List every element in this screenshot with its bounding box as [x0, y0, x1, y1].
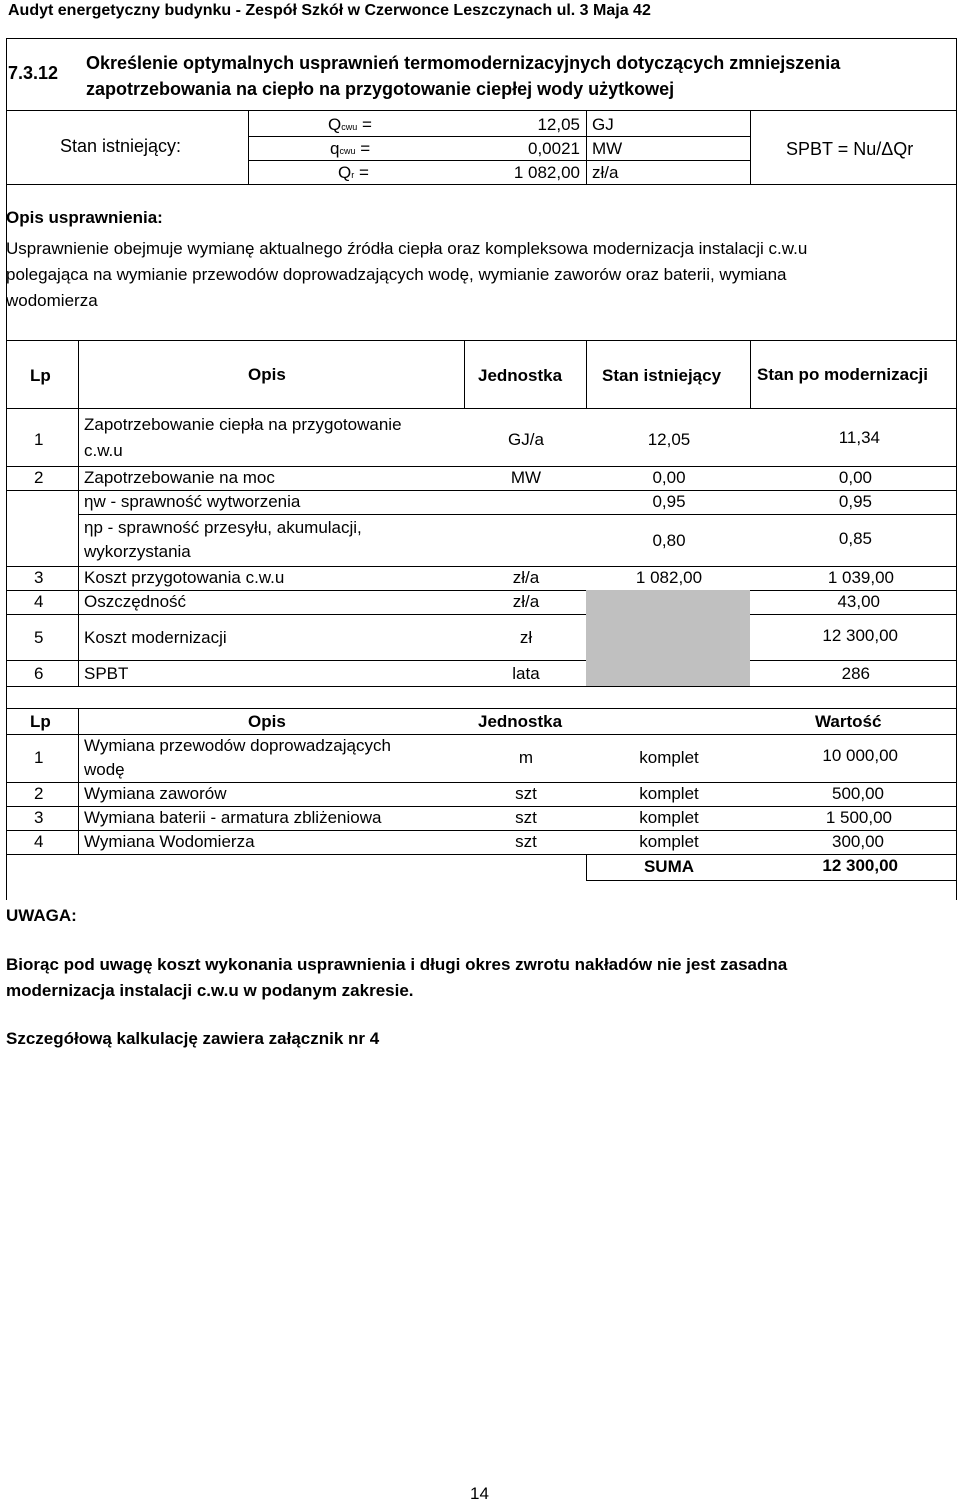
qcwu-power-symbol: qcwu = — [330, 139, 371, 158]
t2-row1-unit: m — [518, 748, 534, 767]
t1-row1-before: 12,05 — [647, 430, 691, 449]
description-line2: polegająca na wymianie przewodów doprowadzających wodę, wymianie zaworów oraz baterii, wymiana — [6, 265, 787, 284]
t1-row3-lp: 3 — [34, 568, 44, 587]
frame-top — [6, 38, 957, 39]
t1-row5-after: 12 300,00 — [822, 626, 898, 645]
t1-header-before: Stan istniejący — [602, 366, 722, 385]
qr-unit: zł/a — [592, 163, 619, 182]
t1-row1-opis-line1: Zapotrzebowanie ciepła na przygotowanie — [84, 415, 402, 434]
t2-row1-value: 10 000,00 — [822, 746, 898, 765]
t2-row4-qty: komplet — [639, 832, 699, 851]
t2-row2-unit: szt — [515, 784, 537, 803]
t1-header-lp: Lp — [30, 366, 51, 385]
t2-row4-lp: 4 — [34, 832, 44, 851]
t1-row6-before-shaded — [586, 660, 750, 686]
t2-row2-qty: komplet — [639, 784, 699, 803]
t2-row3-value: 1 500,00 — [825, 808, 892, 827]
t2-row3-unit: szt — [515, 808, 537, 827]
qcwu-symbol: Qcwu = — [328, 115, 372, 134]
t1-row4-opis: Oszczędność — [84, 592, 187, 611]
t2-row1-qty: komplet — [639, 748, 699, 767]
t2-row1-opis-line1: Wymiana przewodów doprowadzających — [84, 736, 391, 755]
t2-row1-lp: 1 — [34, 748, 44, 767]
t1-row6-after: 286 — [841, 664, 870, 683]
qr-value: 1 082,00 — [513, 163, 580, 182]
qcwu-power-value: 0,0021 — [528, 139, 580, 158]
t2-row4-unit: szt — [515, 832, 537, 851]
document-header: Audyt energetyczny budynku - Zespół Szkół w Czerwonce Leszczynach ul. 3 Maja 42 — [8, 2, 651, 19]
t2-row4-value: 300,00 — [832, 832, 884, 851]
section-title-divider — [6, 110, 957, 111]
sum-value: 12 300,00 — [822, 856, 898, 875]
t1-row6-unit: lata — [512, 664, 540, 683]
t1-row6-lp: 6 — [34, 664, 44, 683]
qr-symbol: Qr = — [338, 163, 369, 182]
t1-row5-lp: 5 — [34, 628, 44, 647]
note-line2: modernizacja instalacji c.w.u w podanym zakresie. — [6, 981, 414, 1000]
t1-row2-lp: 2 — [34, 468, 44, 487]
t2-row2-lp: 2 — [34, 784, 44, 803]
t2-header-opis: Opis — [248, 712, 286, 731]
t1-row3-opis: Koszt przygotowania c.w.u — [84, 568, 285, 587]
t2-row3-opis: Wymiana baterii - armatura zbliżeniowa — [84, 808, 382, 827]
qcwu-unit: GJ — [592, 115, 614, 134]
t1-row-etap-before: 0,80 — [652, 531, 686, 550]
section-title-line1: Określenie optymalnych usprawnień termomodernizacyjnych dotyczących zmniejszenia — [86, 53, 841, 73]
t1-row1-unit: GJ/a — [508, 430, 544, 449]
t1-row2-after: 0,00 — [838, 468, 872, 487]
t2-row2-opis: Wymiana zaworów — [84, 784, 227, 803]
t1-row6-opis: SPBT — [84, 664, 129, 683]
sum-label: SUMA — [643, 857, 695, 876]
t1-row-etaw-opis: ηw - sprawność wytworzenia — [84, 492, 301, 511]
t1-row1-lp: 1 — [34, 430, 44, 449]
t1-row4-unit: zł/a — [512, 592, 540, 611]
t1-row3-unit: zł/a — [512, 568, 540, 587]
t1-header-jednostka: Jednostka — [478, 366, 563, 385]
t2-row1-opis-line2: wodę — [84, 760, 125, 779]
t1-row2-before: 0,00 — [652, 468, 686, 487]
note-line1: Biorąc pod uwagę koszt wykonania usprawnienia i długi okres zwrotu nakładów nie jest zasadna — [6, 955, 788, 974]
frame-right — [956, 38, 957, 900]
section-title — [86, 50, 840, 102]
t1-row2-unit: MW — [510, 468, 542, 487]
description-heading: Opis usprawnienia: — [6, 208, 163, 227]
t1-row1-after: 11,34 — [838, 428, 880, 447]
t1-row4-after: 43,00 — [837, 592, 880, 611]
t1-row-etaw-before: 0,95 — [652, 492, 686, 511]
t1-row3-before: 1 082,00 — [635, 568, 703, 587]
t1-row3-after: 1 039,00 — [827, 568, 894, 587]
t2-row3-lp: 3 — [34, 808, 44, 827]
existing-label: Stan istniejący: — [60, 136, 182, 156]
note-heading: UWAGA: — [6, 906, 77, 925]
t2-row2-value: 500,00 — [832, 784, 884, 803]
t2-header-jednostka: Jednostka — [478, 712, 563, 731]
t1-row1-opis-line2: c.w.u — [84, 441, 123, 460]
t1-header-opis: Opis — [248, 365, 286, 384]
t1-row4-lp: 4 — [34, 592, 44, 611]
t2-header-value: Wartość — [815, 712, 882, 731]
spbt-formula: SPBT = Nu/ΔQr — [786, 139, 914, 159]
t1-row5-opis: Koszt modernizacji — [84, 628, 227, 647]
frame-left — [6, 38, 7, 900]
t1-row-etap-after: 0,85 — [838, 529, 872, 548]
t1-row5-unit: zł — [519, 628, 533, 647]
t1-header-after: Stan po modernizacji — [757, 365, 928, 384]
page-number: 14 — [470, 1484, 489, 1503]
section-title-line2: zapotrzebowania na ciepło na przygotowanie ciepłej wody użytkowej — [86, 79, 675, 99]
t1-row-etap-opis-line1: ηp - sprawność przesyłu, akumulacji, — [84, 518, 362, 537]
t2-row3-qty: komplet — [639, 808, 699, 827]
t2-row4-opis: Wymiana Wodomierza — [84, 832, 255, 851]
description-line3: wodomierza — [6, 291, 98, 310]
t1-row5-before-shaded — [586, 614, 750, 660]
t1-row2-opis: Zapotrzebowanie na moc — [84, 468, 275, 487]
t1-row-etaw-after: 0,95 — [838, 492, 872, 511]
section-number: 7.3.12 — [8, 63, 59, 83]
t1-row4-before-shaded — [586, 590, 750, 614]
description-line1: Usprawnienie obejmuje wymianę aktualnego źródła ciepła oraz kompleksowa modernizacja instalacji c.w.u — [6, 239, 808, 258]
qcwu-value: 12,05 — [537, 115, 580, 134]
attachment-note: Szczegółową kalkulację zawiera załącznik nr 4 — [6, 1029, 380, 1048]
t2-header-lp: Lp — [30, 712, 51, 731]
qcwu-power-unit: MW — [592, 139, 623, 158]
t1-row-etap-opis-line2: wykorzystania — [84, 542, 191, 561]
